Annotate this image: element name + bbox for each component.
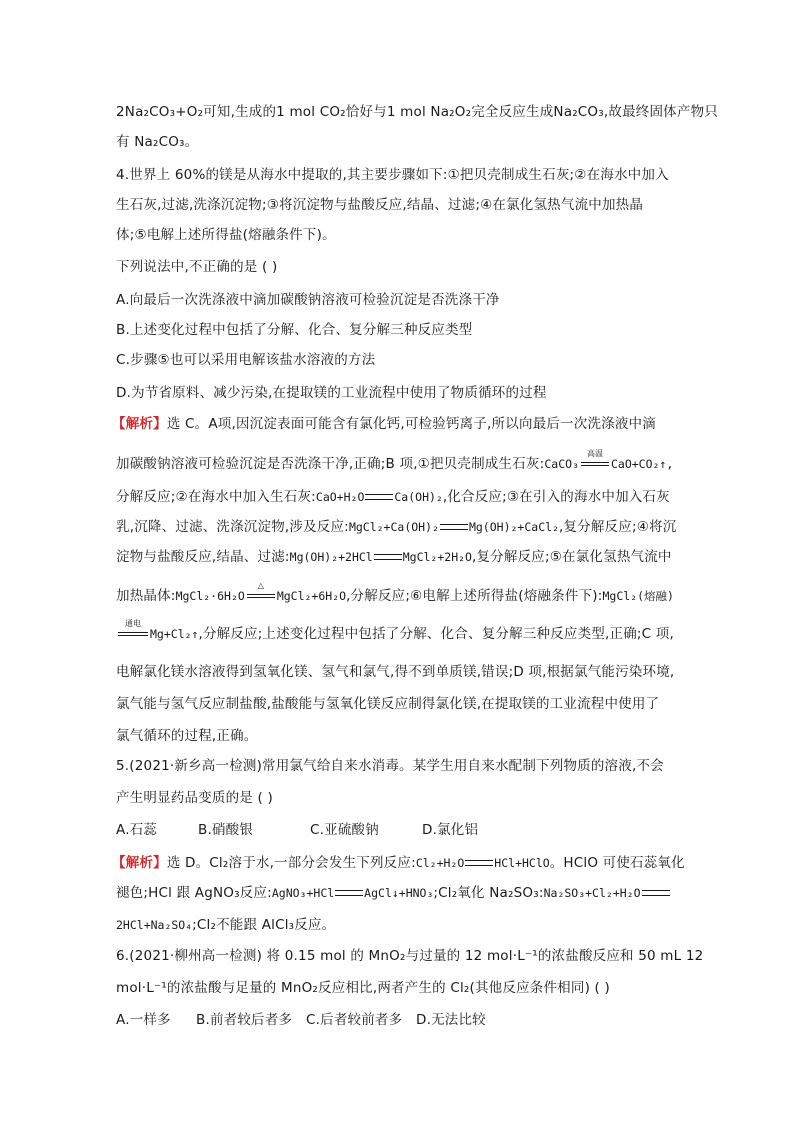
option-b: B.前者较后者多 [196,1012,293,1028]
reaction-arrow [440,524,468,530]
reaction-arrow [365,494,393,500]
analysis-line: 加碳酸钠溶液可检验沉淀是否洗涤干净,正确;B 项,①把贝壳制成生石灰:CaCO₃ 高温 CaO+CO₂↑, [116,449,674,472]
analysis-line: 【解析】选 C。A项,因沉淀表面可能含有氯化钙,可检验钙离子,所以向最后一次洗涤液中滴 [112,416,656,432]
question-4-stem: 4.世界上 60%的镁是从海水中提取的,其主要步骤如下:①把贝壳制成生石灰;②在海水中加入 [116,167,669,183]
analysis-line: 通电 Mg+Cl₂↑,分解反应;上述变化过程中包括了分解、化合、复分解三种反应类型,正确;C 项, [116,624,674,644]
reaction-arrow [465,860,493,866]
question-5-stem: 产生明显药品变质的是 ( ) [116,790,273,806]
question-6-stem: mol·L⁻¹的浓盐酸与足量的 MnO₂反应相比,两者产生的 Cl₂(其他反应条件相同) ( ) [116,980,610,996]
analysis-line: 加热晶体:MgCl₂·6H₂O △ MgCl₂+6H₂O,分解反应;⑥电解上述所得盐(熔融条件下):MgCl₂(熔融) [116,581,674,604]
analysis-line: 分解反应;②在海水中加入生石灰:CaO+H₂O Ca(OH)₂,化合反应;③在引入的海水中加入石灰 [116,489,670,505]
question-5-options [116,820,478,840]
analysis-tag: 【解析】 [112,855,167,871]
option-c: C.亚硫酸钠 [310,822,379,838]
option-c: C.后者较前者多 [306,1012,403,1028]
option-b: B.硝酸银 [198,822,254,838]
option-d: D.为节省原料、减少污染,在提取镁的工业流程中使用了物质循环的过程 [116,385,547,401]
reaction-arrow: 高温 [580,458,610,470]
option-d: D.氯化铝 [422,822,479,838]
question-4-stem: 体;⑤电解上述所得盐(熔融条件下)。 [116,227,336,243]
analysis-line: 淀物与盐酸反应,结晶、过滤:Mg(OH)₂+2HCl MgCl₂+2H₂O,复分解反应;⑤在氯化氢热气流中 [116,549,672,565]
option-a: A.一样多 [116,1012,171,1028]
analysis-line: 乳,沉降、过滤、洗涤沉淀物,涉及反应:MgCl₂+Ca(OH)₂ Mg(OH)₂+CaCl₂,复分解反应;④将沉 [116,519,677,535]
text-line: 有 Na₂CO₃。 [116,134,199,150]
option-b: B.上述变化过程中包括了分解、化合、复分解三种反应类型 [116,322,473,338]
reaction-arrow [374,554,402,560]
analysis-line: 氯气循环的过程,正确。 [116,728,258,744]
question-6-options [116,1010,486,1030]
reaction-arrow [642,890,670,896]
analysis-line: 【解析】选 D。Cl₂溶于水,一部分会发生下列反应:Cl₂+H₂O HCl+HClO。HClO 可使石蕊氧化 [112,855,685,871]
option-a: A.石蕊 [116,822,158,838]
question-5-stem: 5.(2021·新乡高一检测)常用氯气给自来水消毒。某学生用自来水配制下列物质的溶液,不会 [116,758,664,774]
question-4-stem: 生石灰,过滤,洗涤沉淀物;③将沉淀物与盐酸反应,结晶、过滤;④在氯化氢热气流中加热晶 [116,197,644,213]
reaction-arrow [335,890,363,896]
reaction-arrow: 通电 [117,628,149,640]
question-4-prompt: 下列说法中,不正确的是 ( ) [116,259,278,275]
text-line: 2Na₂CO₃+O₂可知,生成的1 mol CO₂恰好与1 mol Na₂O₂完全反应生成Na₂CO₃,故最终固体产物只 [116,104,718,120]
analysis-tag: 【解析】 [112,416,167,432]
analysis-line: 2HCl+Na₂SO₄;Cl₂不能跟 AlCl₃反应。 [116,917,336,933]
option-a: A.向最后一次洗涤液中滴加碳酸钠溶液可检验沉淀是否洗涤干净 [116,292,500,308]
option-d: D.无法比较 [416,1012,486,1028]
analysis-line: 氯气能与氢气反应制盐酸,盐酸能与氢氧化镁反应制得氯化镁,在提取镁的工业流程中使用了 [116,696,660,712]
analysis-line: 电解氯化镁水溶液得到氢氧化镁、氢气和氯气,得不到单质镁,错误;D 项,根据氯气能污染环境, [116,664,675,680]
reaction-arrow: △ [246,590,276,602]
option-c: C.步骤⑤也可以采用电解该盐水溶液的方法 [116,352,376,368]
question-6-stem: 6.(2021·柳州高一检测) 将 0.15 mol 的 MnO₂与过量的 12 mol·L⁻¹的浓盐酸反应和 50 mL 12 [116,948,704,964]
analysis-line: 褪色;HCl 跟 AgNO₃反应:AgNO₃+HCl AgCl↓+HNO₃;Cl₂氧化 Na₂SO₃:Na₂SO₃+Cl₂+H₂O [116,883,671,903]
